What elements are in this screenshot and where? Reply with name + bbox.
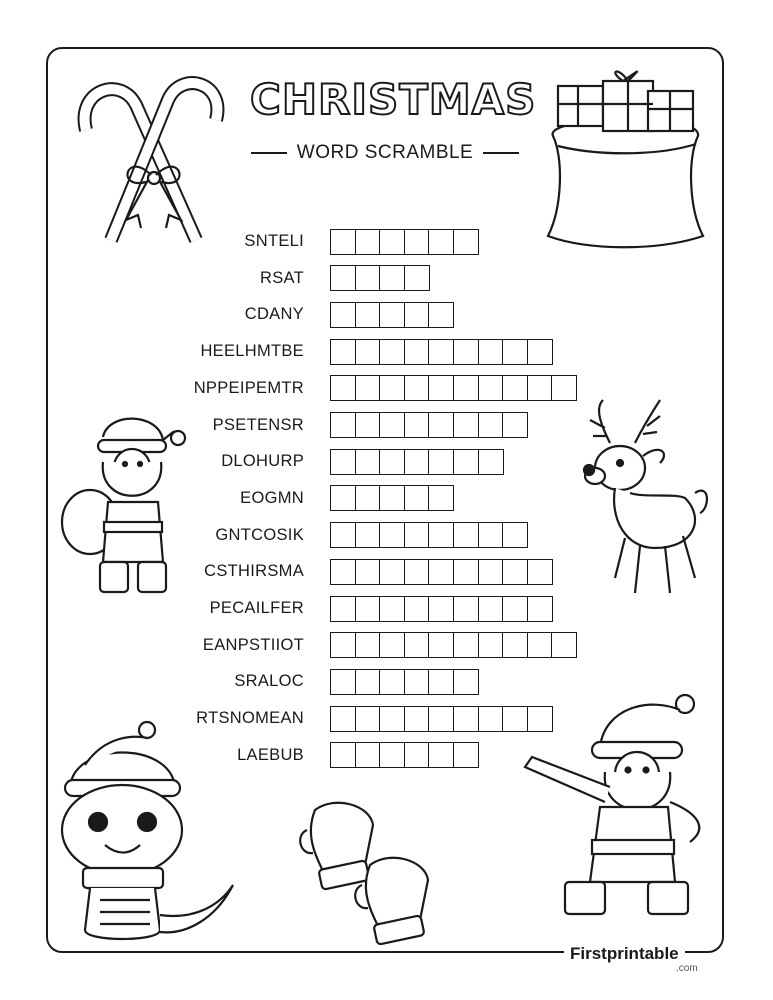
letter-box[interactable] <box>330 706 356 732</box>
letter-box[interactable] <box>379 302 405 328</box>
letter-box[interactable] <box>453 596 479 622</box>
letter-box[interactable] <box>404 559 430 585</box>
letter-box[interactable] <box>453 375 479 401</box>
letter-box[interactable] <box>478 559 504 585</box>
scrambled-word: LAEBUB <box>237 745 304 764</box>
letter-box[interactable] <box>330 302 356 328</box>
letter-box[interactable] <box>330 265 356 291</box>
letter-box[interactable] <box>551 632 577 658</box>
candy-canes-icon <box>66 70 236 250</box>
letter-box[interactable] <box>527 375 553 401</box>
scramble-row <box>160 448 502 475</box>
letter-box[interactable] <box>330 669 356 695</box>
scrambled-word: HEELHMTBE <box>200 342 304 361</box>
letter-box[interactable] <box>502 559 528 585</box>
letter-box[interactable] <box>404 485 430 511</box>
scramble-row <box>160 338 551 365</box>
letter-box[interactable] <box>404 412 430 438</box>
letter-box[interactable] <box>428 632 454 658</box>
answer-boxes <box>330 669 478 695</box>
letter-box[interactable] <box>379 742 405 768</box>
scrambled-word: NPPEIPEMTR <box>193 378 304 397</box>
letter-box[interactable] <box>428 412 454 438</box>
letter-box[interactable] <box>428 522 454 548</box>
letter-box[interactable] <box>330 522 356 548</box>
letter-box[interactable] <box>379 375 405 401</box>
page-title: CHRISTMAS <box>250 75 537 124</box>
scramble-row <box>160 632 576 659</box>
scramble-row <box>160 265 428 292</box>
scramble-row <box>160 668 478 695</box>
letter-box[interactable] <box>453 522 479 548</box>
letter-box[interactable] <box>453 742 479 768</box>
letter-box[interactable] <box>379 522 405 548</box>
letter-box[interactable] <box>379 669 405 695</box>
letter-box[interactable] <box>330 449 356 475</box>
answer-boxes <box>330 559 551 585</box>
letter-box[interactable] <box>527 339 553 365</box>
scrambled-word: CDANY <box>244 305 304 324</box>
answer-boxes <box>330 706 551 732</box>
letter-box[interactable] <box>355 302 381 328</box>
reindeer-icon <box>565 398 715 600</box>
letter-box[interactable] <box>355 229 381 255</box>
dinosaur-icon <box>55 720 240 945</box>
letter-box[interactable] <box>478 449 504 475</box>
scramble-row <box>160 412 527 439</box>
brand-logo: Firstprintable <box>564 944 685 964</box>
scramble-row <box>160 375 576 402</box>
letter-box[interactable] <box>404 632 430 658</box>
letter-box[interactable] <box>453 632 479 658</box>
letter-box[interactable] <box>404 522 430 548</box>
letter-box[interactable] <box>527 559 553 585</box>
letter-box[interactable] <box>379 632 405 658</box>
scrambled-word: RSAT <box>260 268 304 287</box>
letter-box[interactable] <box>330 485 356 511</box>
letter-box[interactable] <box>428 559 454 585</box>
santa-pointing-icon <box>520 692 720 930</box>
letter-box[interactable] <box>453 412 479 438</box>
letter-box[interactable] <box>379 265 405 291</box>
letter-box[interactable] <box>478 375 504 401</box>
letter-box[interactable] <box>453 669 479 695</box>
letter-box[interactable] <box>428 596 454 622</box>
scrambled-word: SNTELI <box>244 232 304 250</box>
scrambled-word: PECAILFER <box>209 599 304 617</box>
subtitle-line-left <box>251 152 287 154</box>
letter-box[interactable] <box>428 449 454 475</box>
letter-box[interactable] <box>478 339 504 365</box>
letter-box[interactable] <box>453 339 479 365</box>
scrambled-word: RTSNOMEAN <box>196 709 304 728</box>
letter-box[interactable] <box>428 669 454 695</box>
answer-boxes <box>330 742 478 768</box>
answer-boxes <box>330 596 551 622</box>
scramble-row <box>160 485 453 512</box>
letter-box[interactable] <box>502 339 528 365</box>
letter-box[interactable] <box>379 559 405 585</box>
answer-boxes <box>330 302 453 328</box>
letter-box[interactable] <box>330 596 356 622</box>
letter-box[interactable] <box>404 375 430 401</box>
scrambled-word: EOGMN <box>240 488 304 507</box>
letter-box[interactable] <box>379 412 405 438</box>
letter-box[interactable] <box>404 449 430 475</box>
gift-sack-icon <box>538 56 713 251</box>
letter-box[interactable] <box>330 412 356 438</box>
letter-box[interactable] <box>355 669 381 695</box>
letter-box[interactable] <box>428 229 454 255</box>
letter-box[interactable] <box>330 559 356 585</box>
letter-box[interactable] <box>502 632 528 658</box>
letter-box[interactable] <box>330 375 356 401</box>
letter-box[interactable] <box>355 412 381 438</box>
answer-boxes <box>330 485 453 511</box>
scrambled-word: DLOHURP <box>221 452 304 471</box>
letter-box[interactable] <box>428 485 454 511</box>
letter-box[interactable] <box>428 375 454 401</box>
answer-boxes <box>330 229 478 255</box>
letter-box[interactable] <box>527 596 553 622</box>
letter-box[interactable] <box>355 339 381 365</box>
letter-box[interactable] <box>453 559 479 585</box>
letter-box[interactable] <box>330 742 356 768</box>
answer-boxes <box>330 339 551 365</box>
letter-box[interactable] <box>478 412 504 438</box>
letter-box[interactable] <box>478 706 504 732</box>
answer-boxes <box>330 449 502 475</box>
answer-boxes <box>330 375 576 401</box>
letter-box[interactable] <box>355 449 381 475</box>
letter-box[interactable] <box>404 706 430 732</box>
letter-box[interactable] <box>404 596 430 622</box>
letter-box[interactable] <box>478 522 504 548</box>
scramble-row <box>160 595 551 622</box>
letter-box[interactable] <box>428 742 454 768</box>
letter-box[interactable] <box>404 669 430 695</box>
letter-box[interactable] <box>502 596 528 622</box>
scrambled-word: SRALOC <box>234 672 304 691</box>
scrambled-word: EANPSTIIOT <box>202 635 304 654</box>
scramble-row <box>160 301 453 328</box>
answer-boxes <box>330 265 428 291</box>
letter-box[interactable] <box>404 742 430 768</box>
letter-box[interactable] <box>404 302 430 328</box>
letter-box[interactable] <box>502 412 528 438</box>
letter-box[interactable] <box>355 375 381 401</box>
letter-box[interactable] <box>502 375 528 401</box>
letter-box[interactable] <box>527 632 553 658</box>
letter-box[interactable] <box>453 706 479 732</box>
answer-boxes <box>330 522 527 548</box>
letter-box[interactable] <box>355 485 381 511</box>
letter-box[interactable] <box>379 229 405 255</box>
scramble-row <box>160 558 551 585</box>
letter-box[interactable] <box>355 632 381 658</box>
scrambled-word: CSTHIRSMA <box>204 562 304 581</box>
letter-box[interactable] <box>355 742 381 768</box>
letter-box[interactable] <box>428 706 454 732</box>
letter-box[interactable] <box>379 485 405 511</box>
letter-box[interactable] <box>355 596 381 622</box>
subtitle-line-right <box>483 152 519 154</box>
letter-box[interactable] <box>428 302 454 328</box>
santa-with-sack-icon <box>58 412 198 604</box>
letter-box[interactable] <box>355 706 381 732</box>
letter-box[interactable] <box>355 522 381 548</box>
letter-box[interactable] <box>330 229 356 255</box>
brand-domain: .com <box>676 963 698 974</box>
letter-box[interactable] <box>428 339 454 365</box>
letter-box[interactable] <box>379 706 405 732</box>
scrambled-word: GNTCOSIK <box>215 525 304 544</box>
letter-box[interactable] <box>330 632 356 658</box>
subtitle-row <box>240 140 530 166</box>
subtitle: WORD SCRAMBLE <box>296 142 474 163</box>
letter-box[interactable] <box>379 449 405 475</box>
letter-box[interactable] <box>478 596 504 622</box>
answer-boxes <box>330 412 527 438</box>
letter-box[interactable] <box>330 339 356 365</box>
scrambled-word: PSETENSR <box>212 415 304 434</box>
letter-box[interactable] <box>404 229 430 255</box>
letter-box[interactable] <box>404 339 430 365</box>
letter-box[interactable] <box>404 265 430 291</box>
letter-box[interactable] <box>355 559 381 585</box>
letter-box[interactable] <box>453 229 479 255</box>
mittens-icon <box>295 795 440 945</box>
scramble-row <box>160 522 527 549</box>
letter-box[interactable] <box>379 339 405 365</box>
letter-box[interactable] <box>379 596 405 622</box>
letter-box[interactable] <box>453 449 479 475</box>
letter-box[interactable] <box>355 265 381 291</box>
answer-boxes <box>330 632 576 658</box>
letter-box[interactable] <box>502 522 528 548</box>
letter-box[interactable] <box>478 632 504 658</box>
